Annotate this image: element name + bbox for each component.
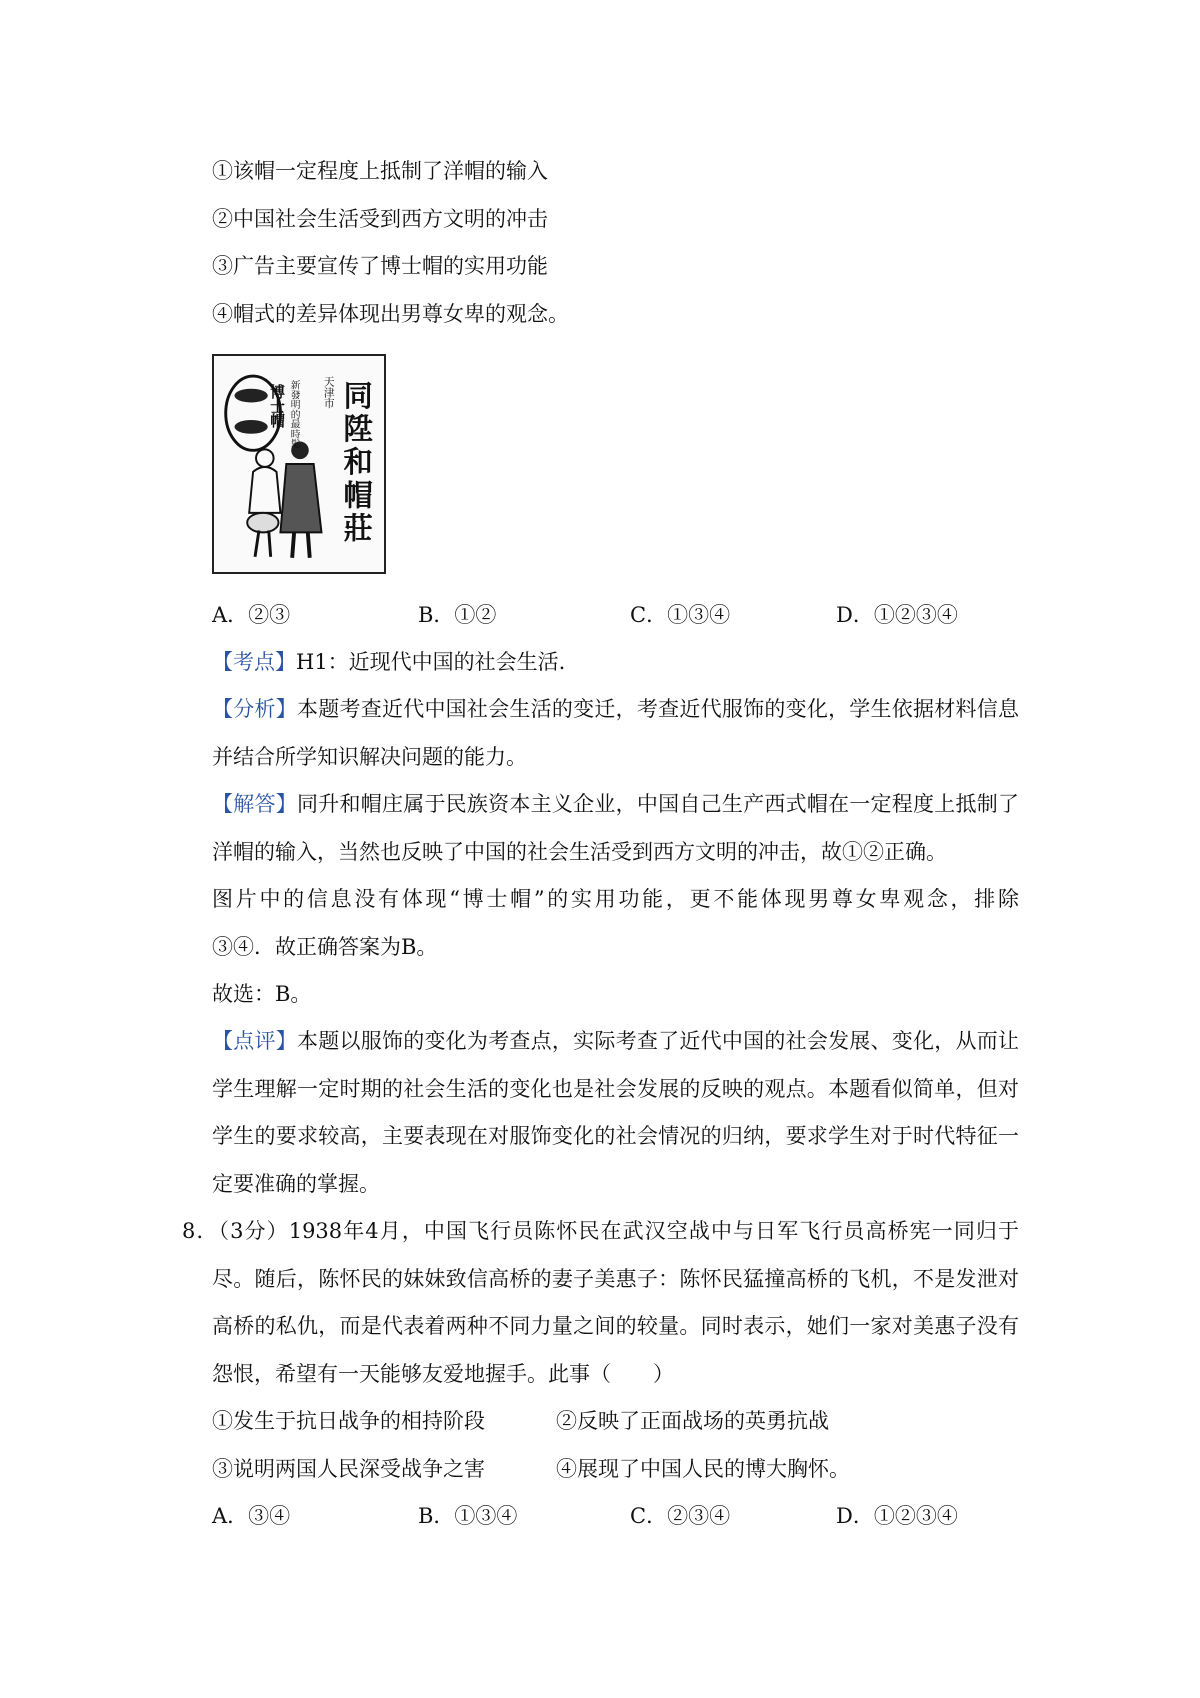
dianping-text-1: 本题以服饰的变化为考查点，实际考查了近代中国的社会发展、变化，从而让	[296, 1029, 1020, 1053]
q8-statement-4: ④展现了中国人民的博大胸怀。	[556, 1457, 850, 1481]
q7-option-a: A．②③	[212, 603, 291, 627]
dianping-tag: 【点评】	[212, 1029, 297, 1053]
poster-city-text: 天津市	[322, 376, 336, 409]
fenxi-tag: 【分析】	[212, 697, 297, 721]
q8-stem-line-3: 高桥的私仇，而是代表着两种不同力量之间的较量。同时表示，她们一家对美惠子没有	[212, 1314, 1019, 1338]
q8-statement-3: ③说明两国人民深受战争之害	[212, 1457, 485, 1481]
fenxi-text-1: 本题考查近代中国社会生活的变迁，考查近代服饰的变化，学生依据材料信息	[296, 697, 1020, 721]
q8-stem-line-4: 怨恨，希望有一天能够友爱地握手。此事（ ）	[212, 1362, 674, 1386]
q8-option-b: B．①③④	[418, 1504, 518, 1528]
poster-title-text: 同陞和帽莊	[339, 379, 375, 547]
q8-option-c: C．②③④	[630, 1504, 731, 1528]
q7-option-d: D．①②③④	[836, 603, 958, 627]
kaodian-text: H1：近现代中国的社会生活.	[296, 650, 566, 674]
dianping-line-3: 学生的要求较高，主要表现在对服饰变化的社会情况的归纳，要求学生对于时代特征一	[212, 1124, 1019, 1148]
dianping-line-2: 学生理解一定时期的社会生活的变化也是社会发展的反映的观点。本题看似简单，但对	[212, 1077, 1019, 1101]
jieda-tag: 【解答】	[212, 792, 297, 816]
jieda-line-2: 洋帽的输入，当然也反映了中国的社会生活受到西方文明的冲击，故①②正确。	[212, 840, 947, 864]
fenxi-line-2: 并结合所学知识解决问题的能力。	[212, 745, 527, 769]
q8-stem-line-1: 8．（3分）1938年4月，中国飞行员陈怀民在武汉空战中与日军飞行员高桥宪一同归于	[182, 1219, 1019, 1243]
q8-statement-1: ①发生于抗日战争的相持阶段	[212, 1409, 485, 1433]
jieda-line-3: 图片中的信息没有体现“博士帽”的实用功能，更不能体现男尊女卑观念，排除	[212, 887, 1019, 911]
q8-option-d: D．①②③④	[836, 1504, 958, 1528]
q8-stem-line-2: 尽。随后，陈怀民的妹妹致信高桥的妻子美惠子：陈怀民猛撞高桥的飞机，不是发泄对	[212, 1267, 1019, 1291]
q7-statement-4: ④帽式的差异体现出男尊女卑的观念。	[212, 302, 569, 326]
jieda-line-1	[212, 789, 1019, 819]
jieda-text-1: 同升和帽庄属于民族资本主义企业，中国自己生产西式帽在一定程度上抵制了	[296, 792, 1020, 816]
q7-statement-3: ③广告主要宣传了博士帽的实用功能	[212, 254, 548, 278]
dianping-line-1	[212, 1026, 1019, 1056]
final-answer-line: 故选：B。	[212, 982, 312, 1006]
q8-option-a: A．③④	[212, 1504, 291, 1528]
kaodian-tag: 【考点】	[212, 650, 296, 674]
poster-slogan-text: 新發明的最時髦	[288, 379, 300, 449]
q7-statement-2: ②中国社会生活受到西方文明的冲击	[212, 207, 548, 231]
kaodian-line	[212, 647, 565, 677]
dianping-line-4: 定要准确的掌握。	[212, 1172, 380, 1196]
q7-option-c: C．①③④	[630, 603, 731, 627]
q8-statement-2: ②反映了正面战场的英勇抗战	[556, 1409, 829, 1433]
poster-product-text: 博士帽	[268, 383, 286, 428]
q7-option-b: B．①②	[418, 603, 497, 627]
q7-statement-1: ①该帽一定程度上抵制了洋帽的输入	[212, 159, 548, 183]
fenxi-line-1	[212, 694, 1019, 724]
jieda-line-4: ③④．故正确答案为B。	[212, 935, 438, 959]
hat-shop-advertisement-image	[212, 354, 386, 574]
